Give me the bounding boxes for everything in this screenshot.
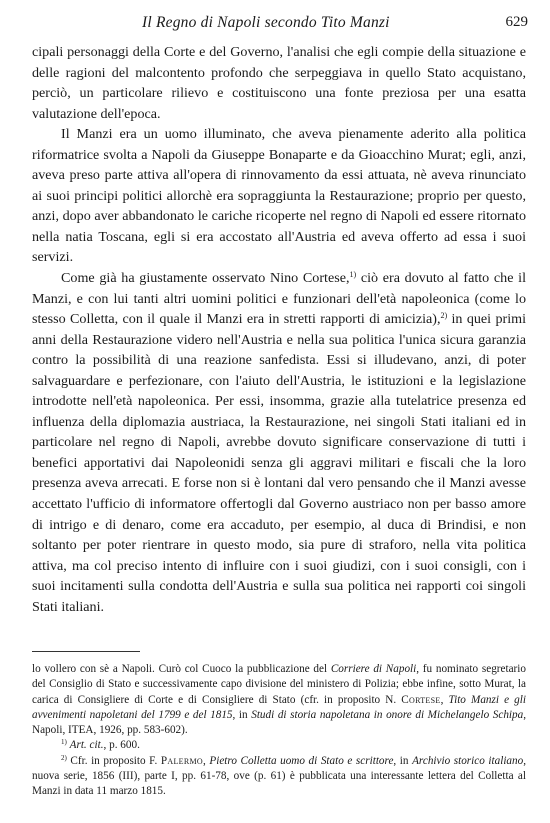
paragraph-1: cipali personaggi della Corte e del Governo, l'analisi che egli compie della situazione e delle ragioni del malcontento profondo che serpeggiava in quello Stato acquistano, perciò, un particolare rilievo e costituiscono una fonte preziosa per una esatta valutazione dell'epoca. bbox=[32, 44, 526, 122]
cited-author: Cortese bbox=[401, 693, 441, 706]
footnote-2 bbox=[32, 754, 526, 800]
cited-author: Palermo bbox=[160, 754, 203, 767]
footnote-text: , in bbox=[393, 754, 413, 767]
footnote-text: , in bbox=[232, 708, 252, 721]
cited-title: Art. cit. bbox=[69, 739, 104, 752]
footnote-number: 1) bbox=[61, 738, 67, 747]
footnote-number: 2) bbox=[61, 753, 67, 762]
footnote-ref-1: 1) bbox=[349, 270, 357, 280]
running-title: Il Regno di Napoli secondo Tito Manzi bbox=[142, 14, 390, 31]
page-number: 629 bbox=[505, 14, 528, 30]
cited-journal: Archivio storico italiano bbox=[412, 754, 524, 767]
footnote-continuation bbox=[32, 662, 526, 738]
main-text bbox=[32, 42, 526, 617]
footnote-text: , nuova serie, 1856 (III), parte I, pp. 61-78, ove (p. 61) è pubblicata una interessante lettera del Colletta al Manzi in data 11 marzo 1815. bbox=[32, 754, 527, 798]
footnote-text: , fu nominato segretario del Consiglio di Stato e successivamente capo divisione del ministero di Polizia; ebbe infine, sotto Murat, la carica di Consigliere di Corte e di Consigliere di Stato (cfr. in proposito N. bbox=[32, 663, 526, 706]
cited-title: Corriere di Napoli bbox=[330, 663, 417, 675]
cited-title: Tito Manzi e gli avvenimenti napoletani del 1799 e del 1815 bbox=[32, 693, 526, 721]
footnote-text: lo vollero con sè a Napoli. Curò col Cuoco la pubblicazione del bbox=[32, 663, 331, 675]
footnote-text: , bbox=[203, 754, 210, 767]
footnote-divider bbox=[32, 651, 140, 652]
footnote-ref-2: 2) bbox=[440, 311, 448, 321]
paragraph-3-text-c: in quei primi anni della Restaurazione videro nell'Austria e nella sua politica l'unica sicura garanzia contro la possibilità di una reazione sanfedista. Essi si illudevano, anzi, di poter salvaguardare e perfezionare, con l'aiuto dell'Austria, le istituzioni e la legislazione introdotte nell'età napoleonica. Per essi, insomma, grazie alla tutelatrice presenza ed influenza della diplomazia austriaca, la Restaurazione, nei singoli Stati italiani ed in particolare nel regno di Napoli, avrebbe dovuto significare conservazione di tutti i benefici apportativi dai Napoleonidi senza gli aggravi militari e fiscali che la loro presenza aveva arrecati. E forse non si è lontani dal vero pensando che il Manzi avesse accettato l'ufficio di informatore offertogli dal Governo austriaco non per basso amore di intrigo e di denaro, come era accaduto, per esempio, al duca di Brindisi, e non soltanto per poter rientrare in questo modo, sia pure di straforo, nella vita politica attiva, ma col preciso intento di influire con i suoi giudizi, con i suoi consigli, con i suoi incitamenti sulla condotta dell'Austria e sulla sua politica nei rapporti coi singoli Stati italiani. bbox=[32, 311, 526, 615]
footnotes bbox=[32, 662, 526, 800]
footnote-text: , bbox=[440, 693, 449, 706]
paragraph-3-text-a: Come già ha giustamente osservato Nino Cortese, bbox=[61, 270, 350, 287]
cited-title: Pietro Colletta uomo di Stato e scrittore bbox=[209, 754, 394, 767]
footnote-text: Cfr. in proposito F. bbox=[66, 754, 161, 767]
cited-title: Studi di storia napoletana in onore di Michelangelo Schipa bbox=[251, 708, 524, 721]
footnote-text: , p. 600. bbox=[103, 739, 140, 752]
footnote-1 bbox=[32, 738, 526, 753]
running-header bbox=[32, 14, 528, 34]
footnote-text: , Napoli, ITEA, 1926, pp. 583-602). bbox=[32, 708, 527, 737]
paragraph-2: Il Manzi era un uomo illuminato, che aveva pienamente aderito alla politica riformatrice svolta a Napoli da Giuseppe Bonaparte e da Gioacchino Murat; egli, anzi, aveva preso parte attiva all'opera di rinnovamento da essi attuata, nè aveva rinunciato ai suoi principi politici allorchè era sopraggiunta la Restaurazione; proprio per questo, anzi, dopo aver abbandonato le cariche ricoperte nel regno di Napoli ed essere ritornato nella natia Toscana, egli si era accostato all'Austria ed aveva offerto ad essa i suoi servizi. bbox=[32, 126, 526, 266]
paragraph-3-text-b: ciò era dovuto al fatto che il Manzi, e con lui tanti altri uomini politici e funzionari dell'età napoleonica (come lo stesso Colletta, con il quale il Manzi era in stretti rapporti di amicizia), bbox=[32, 270, 527, 328]
paragraph-3 bbox=[32, 268, 526, 617]
